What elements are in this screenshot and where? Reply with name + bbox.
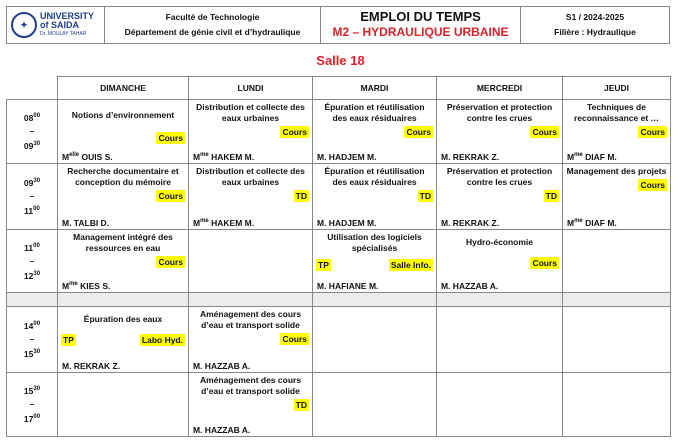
course-subject: Épuration des eaux	[83, 314, 163, 324]
course-professor: M. TALBI D.	[62, 218, 110, 228]
time-slot: $15^{30}$ – $17^{00}$	[7, 373, 58, 437]
course-cell[interactable]	[189, 164, 313, 230]
break-row	[7, 293, 671, 307]
empty-cell[interactable]	[313, 373, 437, 437]
day-monday: LUNDI	[189, 77, 313, 100]
empty-cell[interactable]	[437, 307, 563, 373]
course-professor: M. REKRAK Z.	[441, 152, 500, 162]
page-subtitle: M2 – HYDRAULIQUE URBAINE	[332, 25, 509, 39]
slot-row	[7, 164, 671, 230]
course-type: Cours	[532, 258, 557, 268]
course-professor: M. REKRAK Z.	[441, 218, 500, 228]
course-cell[interactable]	[563, 100, 671, 164]
course-cell[interactable]	[563, 164, 671, 230]
day-tuesday: MARDI	[313, 77, 437, 100]
course-type: Cours	[532, 127, 557, 137]
course-cell[interactable]	[189, 100, 313, 164]
empty-cell[interactable]	[313, 307, 437, 373]
course-subject: Préservation et protection contre les crues	[446, 166, 553, 187]
slot-row	[7, 230, 671, 293]
course-subject: Épuration et réutilisation des eaux résiduaires	[324, 166, 425, 187]
page-title: EMPLOI DU TEMPS	[360, 9, 481, 24]
course-professor: $M^{me}$ KIES S.	[62, 281, 111, 291]
semester-block	[521, 7, 669, 43]
course-type: Cours	[158, 133, 183, 143]
time-slot: $08^{00}$ – $09^{30}$	[7, 100, 58, 164]
semester: S1 / 2024-2025	[565, 12, 625, 22]
course-cell[interactable]	[437, 100, 563, 164]
course-subject: Notions d’environnement	[71, 110, 175, 120]
course-subject: Préservation et protection contre les crues	[446, 102, 553, 123]
course-cell[interactable]	[437, 230, 563, 293]
course-cell[interactable]	[313, 230, 437, 293]
time-slot: $09^{30}$ – $11^{00}$	[7, 164, 58, 230]
time-slot: $11^{00}$ – $12^{30}$	[7, 230, 58, 293]
course-cell[interactable]	[58, 307, 189, 373]
course-type: Cours	[158, 257, 183, 267]
course-professor: M. HAFIANE M.	[317, 281, 379, 291]
course-cell[interactable]	[313, 100, 437, 164]
course-cell[interactable]	[189, 373, 313, 437]
course-room: Labo Hyd.	[141, 335, 183, 345]
course-subject: Distribution et collecte des eaux urbaines	[196, 102, 305, 123]
empty-cell[interactable]	[563, 373, 671, 437]
time-slot: $14^{00}$ – $15^{30}$	[7, 307, 58, 373]
course-professor: $M^{me}$ HAKEM M.	[193, 218, 255, 228]
course-type: TD	[419, 191, 431, 201]
slot-row	[7, 307, 671, 373]
course-subject: Management des projets	[566, 166, 667, 176]
course-subject: Aménagement des cours d’eau et transport solide	[199, 375, 302, 396]
department-name: Département de génie civil et d’hydraulique	[124, 27, 301, 37]
slot-row	[7, 373, 671, 437]
course-room: Salle Info.	[390, 260, 431, 270]
course-subject: Management intégré des ressources en eau	[73, 232, 173, 253]
university-logo	[7, 7, 105, 43]
course-professor: $M^{me}$ DIAF M.	[567, 218, 617, 228]
course-type: Cours	[282, 127, 307, 137]
day-header-row	[7, 77, 671, 100]
empty-cell[interactable]	[189, 230, 313, 293]
room-label: Salle 18	[316, 53, 365, 68]
course-subject: Épuration et réutilisation des eaux résiduaires	[324, 102, 425, 123]
course-subject: Distribution et collecte des eaux urbaines	[196, 166, 305, 187]
day-wednesday: MERCREDI	[437, 77, 563, 100]
university-seal-icon: ✦	[11, 12, 37, 38]
course-professor: M. HADJEM M.	[317, 218, 377, 228]
course-type: Cours	[640, 127, 665, 137]
course-cell[interactable]	[58, 100, 189, 164]
course-type: Cours	[282, 334, 307, 344]
course-professor: M. HAZZAB A.	[193, 361, 251, 371]
course-type: TP	[63, 335, 74, 345]
faculty-block	[105, 7, 321, 43]
timetable	[6, 76, 671, 437]
day-thursday: JEUDI	[563, 77, 671, 100]
course-cell[interactable]	[58, 230, 189, 293]
course-professor: M. REKRAK Z.	[62, 361, 121, 371]
course-type: TD	[545, 191, 557, 201]
course-cell[interactable]	[313, 164, 437, 230]
empty-cell[interactable]	[563, 307, 671, 373]
course-type: Cours	[640, 180, 665, 190]
header	[6, 6, 670, 44]
slot-row	[7, 100, 671, 164]
course-cell[interactable]	[189, 307, 313, 373]
course-type: Cours	[158, 191, 183, 201]
course-professor: M. HAZZAB A.	[441, 281, 499, 291]
course-type: TD	[295, 191, 307, 201]
course-professor: M. HADJEM M.	[317, 152, 377, 162]
course-subject: Techniques de reconnaissance et …	[573, 102, 660, 123]
course-subject: Hydro-économie	[465, 237, 534, 247]
course-professor: M. HAZZAB A.	[193, 425, 251, 435]
course-professor: $M^{elle}$ OUIS S.	[62, 152, 113, 162]
course-subject: Utilisation des logiciels spécialisés	[327, 232, 422, 253]
logo-line1: UNIVERSITY	[40, 10, 95, 21]
course-type: TP	[318, 260, 329, 270]
day-sunday: DIMANCHE	[58, 77, 189, 100]
course-cell[interactable]	[58, 164, 189, 230]
course-subject: Recherche documentaire et conception du mémoire	[67, 166, 179, 187]
filiere: Filière : Hydraulique	[554, 27, 636, 37]
course-type: Cours	[406, 127, 431, 137]
empty-cell[interactable]	[58, 373, 189, 437]
course-cell[interactable]	[437, 164, 563, 230]
course-type: TD	[295, 400, 307, 410]
logo-line2: of SAIDA	[40, 19, 79, 30]
logo-line3: Dr. MOULAY TAHAR	[40, 30, 87, 37]
course-professor: $M^{me}$ HAKEM M.	[193, 152, 255, 162]
title-block	[321, 7, 521, 43]
empty-cell[interactable]	[437, 373, 563, 437]
empty-cell[interactable]	[563, 230, 671, 293]
course-professor: $M^{me}$ DIAF M.	[567, 152, 617, 162]
faculty-name: Faculté de Technologie	[165, 12, 260, 22]
corner-cell	[7, 77, 58, 100]
course-subject: Aménagement des cours d’eau et transport solide	[199, 309, 302, 330]
